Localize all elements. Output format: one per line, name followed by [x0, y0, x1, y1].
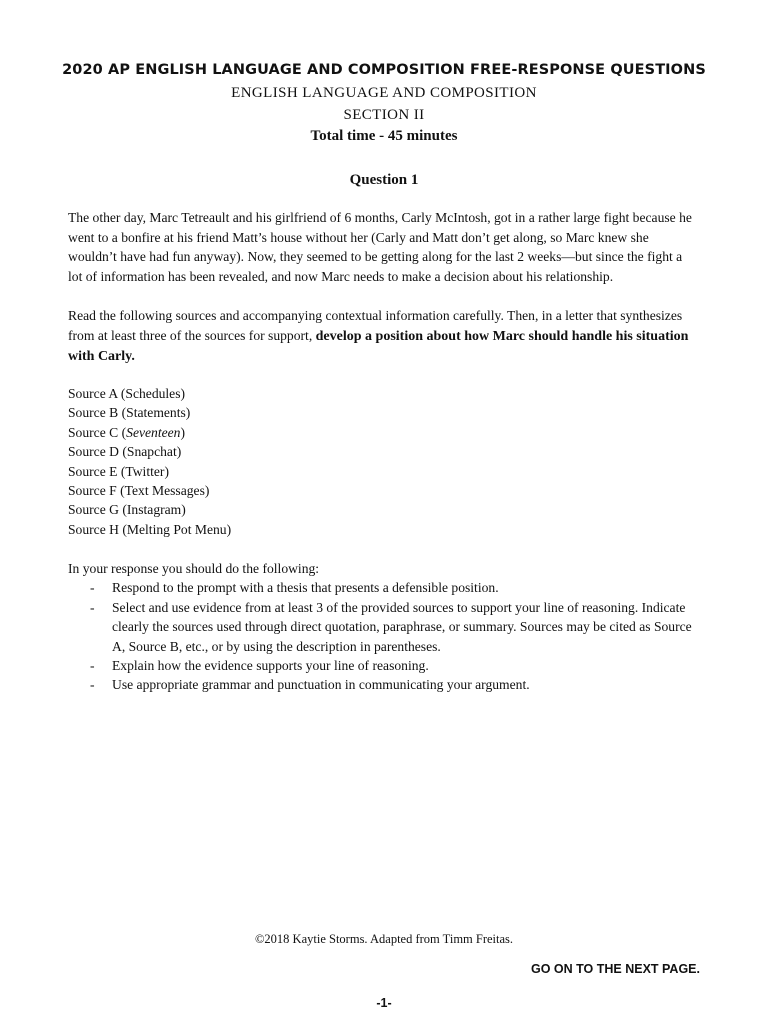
- source-item: Source E (Twitter): [68, 463, 169, 479]
- source-item: Source F (Text Messages): [68, 483, 210, 499]
- copyright-credit: ©2018 Kaytie Storms. Adapted from Timm Freitas.: [254, 932, 514, 946]
- total-time: Total time - 45 minutes: [310, 128, 458, 144]
- prompt-text: Read the following sources and accompanying contextual information carefully. Then, in a letter that synthesizes from at least three of the sources for support,: [68, 308, 683, 343]
- page-number: -1-: [376, 996, 392, 1010]
- prompt-task: develop a position about how Marc should handle his situation with Carly.: [68, 328, 689, 365]
- source-item: Source A (Schedules): [68, 386, 186, 401]
- section-label: SECTION II: [343, 107, 425, 123]
- page-title: 2020 AP ENGLISH LANGUAGE AND COMPOSITION FREE-RESPONSE QUESTIONS: [62, 62, 706, 78]
- scenario-paragraph: The other day, Marc Tetreault and his girlfriend of 6 months, Carly McIntosh, got in a rather large fight because he went to a bonfire at his friend Matt’s house without her (Carly and Matt don’t get along, so Marc knew she wouldn’t have had fun anyway). Now, they seemed to be getting along for the last 2 weeks—but since the fight a lot of information has been revealed, and now Marc needs to make a decision about his relationship.: [68, 210, 692, 284]
- instruction-item: - Explain how the evidence supports your line of reasoning.: [90, 658, 429, 674]
- question-heading: Question 1: [349, 172, 419, 188]
- prompt-paragraph: [68, 306, 696, 367]
- instructions-intro: In your response you should do the following:: [68, 561, 320, 576]
- instruction-item: - Respond to the prompt with a thesis that presents a defensible position.: [90, 580, 499, 596]
- source-list: [68, 384, 231, 539]
- source-item: Source C (Seventeen): [68, 424, 186, 440]
- source-item: Source D (Snapchat): [68, 444, 182, 460]
- instructions: [68, 559, 704, 695]
- subtitle: ENGLISH LANGUAGE AND COMPOSITION: [231, 85, 537, 101]
- source-item: Source G (Instagram): [68, 502, 186, 518]
- instruction-item: - Select and use evidence from at least 3 of the provided sources to support your line of reasoning. Indicate clearly the sources used through direct quotation, paraphrase, or summary. Sources may be cited as Source A, Source B, etc., or by using the description in parentheses.: [90, 599, 692, 654]
- source-item: Source H (Melting Pot Menu): [68, 521, 232, 537]
- source-item: Source B (Statements): [68, 405, 191, 421]
- instruction-item: - Use appropriate grammar and punctuation in communicating your argument.: [90, 677, 530, 693]
- go-on-notice: GO ON TO THE NEXT PAGE.: [530, 962, 700, 976]
